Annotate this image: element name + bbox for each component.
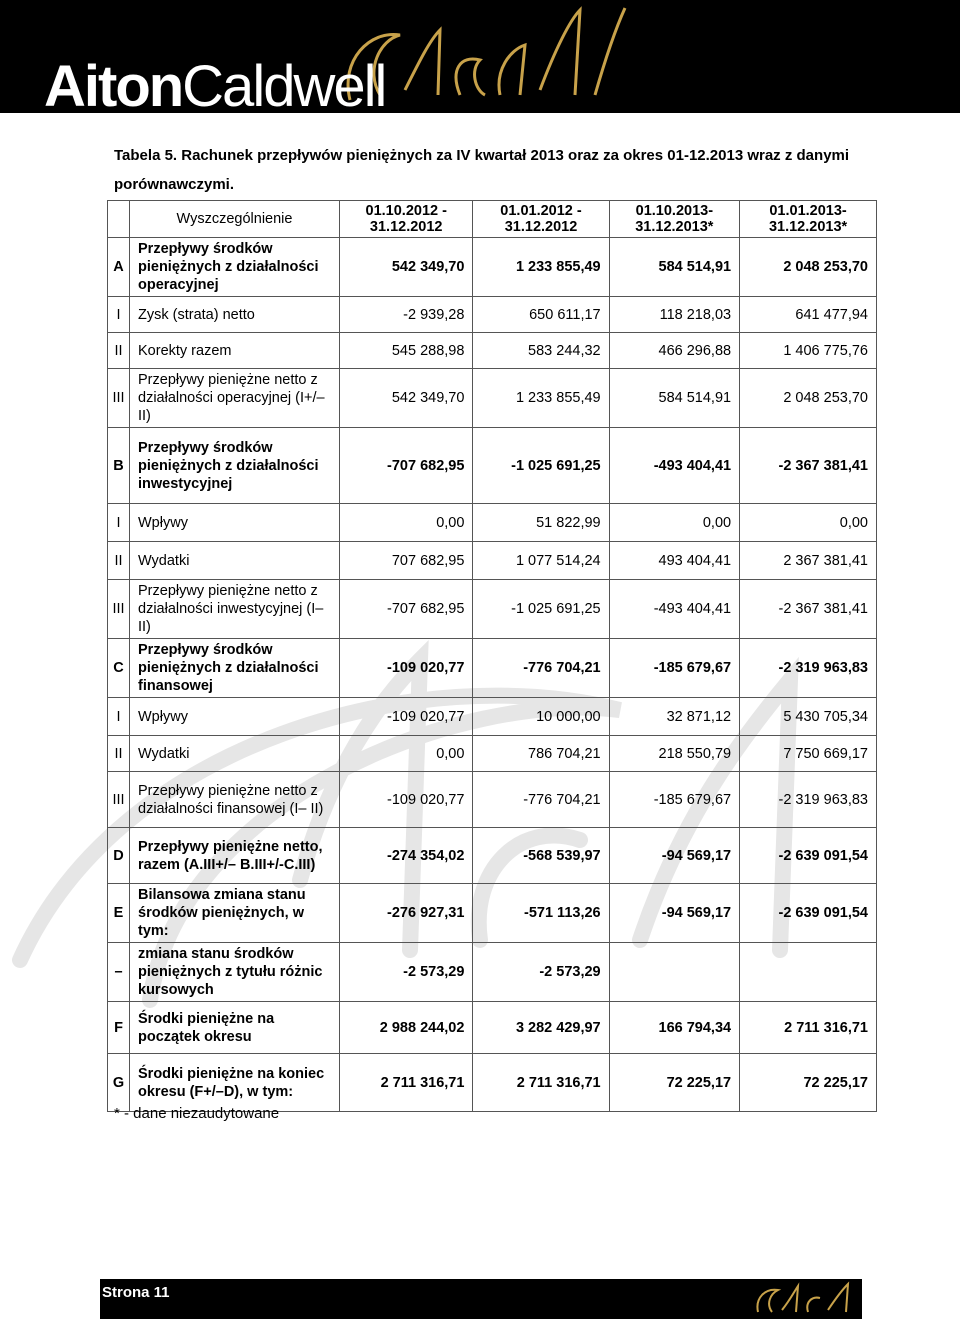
row-description: Środki pieniężne na koniec okresu (F+/–D), w tym: (130, 1054, 340, 1112)
table-row (108, 504, 877, 542)
table-header-row (108, 201, 877, 238)
table-row (108, 828, 877, 884)
row-value-period-2: -571 113,26 (473, 884, 609, 943)
page-number: Strona 11 (102, 1284, 170, 1301)
row-description: Środki pieniężne na początek okresu (130, 1002, 340, 1054)
row-description: Przepływy pieniężne netto z działalności operacyjnej (I+/–II) (130, 369, 340, 428)
header-period-3: 01.10.2013- 31.12.2013* (609, 201, 739, 238)
row-value-period-4: -2 639 091,54 (740, 884, 877, 943)
row-description: zmiana stanu środków pieniężnych z tytułu różnic kursowych (130, 943, 340, 1002)
row-value-period-1: -2 939,28 (340, 297, 473, 333)
table-row (108, 639, 877, 698)
row-description: Wpływy (130, 698, 340, 736)
footer-signature-logo (750, 1280, 860, 1318)
table-row (108, 428, 877, 504)
header-description: Wyszczególnienie (130, 201, 340, 238)
row-value-period-2: -776 704,21 (473, 772, 609, 828)
table-row (108, 333, 877, 369)
row-value-period-3: -94 569,17 (609, 828, 739, 884)
row-code: A (108, 238, 130, 297)
row-description: Przepływy pieniężne netto z działalności finansowej (I– II) (130, 772, 340, 828)
company-logo: AitonCaldwell (44, 54, 386, 119)
row-value-period-4: -2 639 091,54 (740, 828, 877, 884)
row-code: D (108, 828, 130, 884)
row-value-period-3: -493 404,41 (609, 580, 739, 639)
row-code: E (108, 884, 130, 943)
row-value-period-2: 2 711 316,71 (473, 1054, 609, 1112)
row-value-period-2: 1 233 855,49 (473, 238, 609, 297)
row-code: III (108, 580, 130, 639)
row-value-period-4: -2 319 963,83 (740, 772, 877, 828)
row-description: Zysk (strata) netto (130, 297, 340, 333)
row-value-period-2: 1 077 514,24 (473, 542, 609, 580)
row-description: Korekty razem (130, 333, 340, 369)
row-value-period-2: 3 282 429,97 (473, 1002, 609, 1054)
row-value-period-1: 542 349,70 (340, 238, 473, 297)
row-description: Przepływy środków pieniężnych z działalności operacyjnej (130, 238, 340, 297)
row-value-period-4 (740, 943, 877, 1002)
row-value-period-3: 466 296,88 (609, 333, 739, 369)
row-value-period-3 (609, 943, 739, 1002)
row-value-period-4: 2 711 316,71 (740, 1002, 877, 1054)
row-value-period-1: -2 573,29 (340, 943, 473, 1002)
row-value-period-3: -185 679,67 (609, 639, 739, 698)
row-value-period-1: -276 927,31 (340, 884, 473, 943)
row-value-period-2: -776 704,21 (473, 639, 609, 698)
table-row (108, 943, 877, 1002)
row-value-period-4: 5 430 705,34 (740, 698, 877, 736)
row-value-period-4: 2 048 253,70 (740, 238, 877, 297)
table-row (108, 542, 877, 580)
row-value-period-4: 641 477,94 (740, 297, 877, 333)
row-value-period-1: -109 020,77 (340, 698, 473, 736)
row-value-period-3: -493 404,41 (609, 428, 739, 504)
cash-flow-table (107, 200, 877, 1112)
row-value-period-1: -109 020,77 (340, 639, 473, 698)
row-description: Przepływy pieniężne netto z działalności inwestycyjnej (I–II) (130, 580, 340, 639)
row-description: Wpływy (130, 504, 340, 542)
row-value-period-3: 72 225,17 (609, 1054, 739, 1112)
table-row (108, 698, 877, 736)
row-code: II (108, 736, 130, 772)
row-value-period-3: 218 550,79 (609, 736, 739, 772)
row-value-period-3: 118 218,03 (609, 297, 739, 333)
row-description: Wydatki (130, 542, 340, 580)
table-row (108, 1054, 877, 1112)
row-value-period-1: 545 288,98 (340, 333, 473, 369)
row-description: Bilansowa zmiana stanu środków pieniężnych, w tym: (130, 884, 340, 943)
row-value-period-1: 0,00 (340, 736, 473, 772)
row-value-period-1: 2 988 244,02 (340, 1002, 473, 1054)
row-code: – (108, 943, 130, 1002)
row-value-period-2: -568 539,97 (473, 828, 609, 884)
table-row (108, 736, 877, 772)
header-period-1: 01.10.2012 - 31.12.2012 (340, 201, 473, 238)
row-value-period-4: 7 750 669,17 (740, 736, 877, 772)
table-caption: Tabela 5. Rachunek przepływów pieniężnych za IV kwartał 2013 oraz za okres 01-12.2013 wraz z danymi porównawczymi. (114, 147, 850, 193)
row-value-period-1: 542 349,70 (340, 369, 473, 428)
row-value-period-4: 72 225,17 (740, 1054, 877, 1112)
row-value-period-3: 0,00 (609, 504, 739, 542)
row-value-period-1: 0,00 (340, 504, 473, 542)
row-value-period-1: 707 682,95 (340, 542, 473, 580)
row-value-period-2: 1 233 855,49 (473, 369, 609, 428)
table-row (108, 297, 877, 333)
header-period-4: 01.01.2013- 31.12.2013* (740, 201, 877, 238)
row-value-period-1: -109 020,77 (340, 772, 473, 828)
row-code: G (108, 1054, 130, 1112)
row-value-period-2: 51 822,99 (473, 504, 609, 542)
row-value-period-4: 0,00 (740, 504, 877, 542)
row-code: I (108, 698, 130, 736)
row-value-period-1: -274 354,02 (340, 828, 473, 884)
row-code: I (108, 504, 130, 542)
row-value-period-1: -707 682,95 (340, 580, 473, 639)
row-description: Przepływy środków pieniężnych z działalności finansowej (130, 639, 340, 698)
table-row (108, 238, 877, 297)
row-value-period-3: 32 871,12 (609, 698, 739, 736)
footnote: * - dane niezaudytowane (114, 1105, 280, 1122)
row-value-period-2: -2 573,29 (473, 943, 609, 1002)
row-value-period-4: 2 048 253,70 (740, 369, 877, 428)
header-code (108, 201, 130, 238)
row-value-period-3: -185 679,67 (609, 772, 739, 828)
table-row (108, 884, 877, 943)
row-value-period-4: -2 319 963,83 (740, 639, 877, 698)
header-band (0, 0, 960, 119)
row-code: F (108, 1002, 130, 1054)
row-value-period-4: 2 367 381,41 (740, 542, 877, 580)
header-period-2: 01.01.2012 - 31.12.2012 (473, 201, 609, 238)
row-value-period-3: 584 514,91 (609, 369, 739, 428)
row-value-period-2: 786 704,21 (473, 736, 609, 772)
row-value-period-2: -1 025 691,25 (473, 428, 609, 504)
row-value-period-4: -2 367 381,41 (740, 428, 877, 504)
row-description: Przepływy środków pieniężnych z działalności inwestycyjnej (130, 428, 340, 504)
row-value-period-3: 493 404,41 (609, 542, 739, 580)
row-code: C (108, 639, 130, 698)
row-value-period-2: 583 244,32 (473, 333, 609, 369)
row-code: II (108, 542, 130, 580)
row-value-period-1: -707 682,95 (340, 428, 473, 504)
row-description: Wydatki (130, 736, 340, 772)
table-row (108, 580, 877, 639)
table-row (108, 1002, 877, 1054)
row-code: B (108, 428, 130, 504)
row-value-period-3: 584 514,91 (609, 238, 739, 297)
row-value-period-4: 1 406 775,76 (740, 333, 877, 369)
row-code: I (108, 297, 130, 333)
row-description: Przepływy pieniężne netto, razem (A.III+/– B.III+/-C.III) (130, 828, 340, 884)
row-value-period-4: -2 367 381,41 (740, 580, 877, 639)
row-value-period-2: -1 025 691,25 (473, 580, 609, 639)
row-value-period-3: 166 794,34 (609, 1002, 739, 1054)
row-code: II (108, 333, 130, 369)
table-row (108, 369, 877, 428)
row-value-period-2: 10 000,00 (473, 698, 609, 736)
row-code: III (108, 772, 130, 828)
footer-bar (100, 1279, 862, 1319)
table-row (108, 772, 877, 828)
row-value-period-2: 650 611,17 (473, 297, 609, 333)
row-code: III (108, 369, 130, 428)
row-value-period-3: -94 569,17 (609, 884, 739, 943)
row-value-period-1: 2 711 316,71 (340, 1054, 473, 1112)
